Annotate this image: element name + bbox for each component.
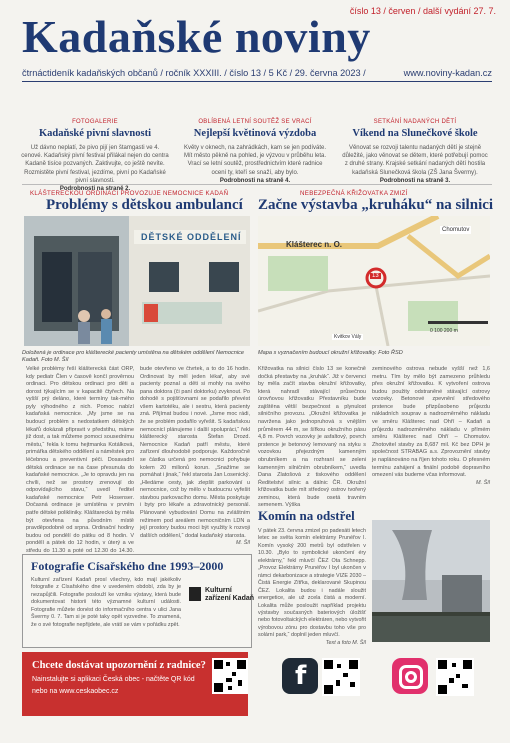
teaser-title: Nejlepší květinová výzdoba	[193, 128, 317, 140]
subline-left: čtrnáctideník kadaňských občanů / ročník XXXIII. / číslo 13 / 5 Kč / 29. června 2023 /	[22, 68, 366, 78]
masthead-subline	[22, 68, 492, 82]
map-town-label: Klášterec n. O.	[286, 240, 343, 249]
column-text: Velké problémy řeší klášterecká část ORP, kdy pediatr Člen v časově končí prověrnou ordinaci. Pro dětskou ordinaci pro děti a dorost týkajícím se v kapacitě čtyřech. Na vyšší prý deláno, které termíny tak-mého pyly výhodného z nich. Pomoc nabízí kadaňská nemocnice. „My jsme se na budoucí problém s nedostatkem dětských lékařů dokázali připravit v předstihu, máme již dost, a tak můžeme pomoci sousednímu městu,“ řekla k tomu hejtmanka Kotálková, primářka dětského oddělení a náměstek pro léčebnou a preventivní péči. Dosavadní dětská ordinace se na čase přesunula do kadaňské nemocnice. „Je to opravdu jen na chvíli, než se prostory zrenovují do odpovídajícího stavu,“ uvedl ředitel kadaňské nemocnice Petr Hosenser. Dočasná ordinace je umístěna v prvním patře dětské polikliniky. Kláštarecká by měla být otevřena na původním místě pravděpodobně od srpna. Ordinační hodiny budou od pondělí do pátku od 8 hodin. V pondělí a pátek do 12 hodin, v úterý a ve středu do 11.30 a poté od 12.30 do 14.30.	[26, 366, 134, 554]
teaser-kicker: FOTOGALERIE	[72, 119, 118, 125]
teaser-body: Už dávno neplatí, že pivo pijí jen štamgasti ve 4. cenové. Kadaňský pivní festival přilákal nejen do centra Kadaně tisíce pozvaných. Zaktivujte, co ještě nevíte. Rozmistěte pivní festival, jezdíme, pivní po Kadaňské pivní slavnosti.	[21, 145, 169, 184]
article-column-1	[26, 366, 134, 563]
column-text: bude otevřeno ve čtvrtek, a to do 16 hodin. Ordinovat by měl jeden lékař, aby své pacienty poznal a děti si mohly na svého pana doktora (či paní doktorku) zvyknout. Po dohodě s pojišťovnami se podařilo převést všem kartotéku, ale i sestru, která pacienty zná. Přijímat budou i nové. „Jsme moc rádi, že se problém podařilo vyřešit. S kadaňskou nemocnicí plánujeme i další spolupráci,“ řekl klášterecký starosta Štefan Drozd. Nemocnice Kadaň patří městu, které zařízení dlouhodobě podporuje. Každoročně se částka určená pro nemocnici pohybuje kolem 20 milionů korun. „Snažíme se pomáhat i jinak,“ řekl starosta Jan Losenický. „Hledáme cesty, jak zlepšit parkování u nemocnice, což by mělo v budoucnu vyřešit stavbou parkovacího domu. Města poskytuje i byty pro lékaře a zdravotnický personál. Plánované vybudování Domu na zvláštním režimem pod areálem nemocničním LDN a její prostory budou moci být využity k rozvoji dalších oddělení,“ dodal kadaňský starosta.	[140, 366, 250, 539]
story-right-kicker: NEBEZPEČNÁ KŘIŽOVATKA ZMIZÍ	[300, 190, 408, 197]
column-signature: M. Šíl	[235, 540, 250, 547]
story-right-headline: Začne výstavba „kruháku“ na silnici	[258, 197, 494, 213]
article-column-2	[140, 366, 250, 548]
komin-text: V pátek 23. června zmizel po padesáti letech letec se světa komín elektrárny Prunéřov I. Komín vysoký 200 metrů byl odstřelen v 10.30. „Bylo to symbolické ukončení éry elektrárny,“ řekl mluvčí ČEZ Ota Schnepp. „Provoz Elektrárny Prunéřov I byl ukončen v rámci dekarbonizace a strategie VIZE 2030 – Čistá Energie Zítřka, deklarované Skupinou ČEZ. Lokalita budou i nadále sloužit energetice, ale už zcela čistá a moderní. Lokalita může posloužit například projektu výstavby současných bateriových úložišť nebo fotovoltaických elektráren, nebo vytvořit výrobovou zónu pro dostavbu toho vše pro solární park,“ doplnil jeden mluvčí.	[258, 528, 366, 639]
map-villa-label: Kvitkov Vály	[334, 334, 362, 340]
photo-sign: DĚTSKÉ ODDĚLENÍ	[141, 232, 242, 242]
teaser-kicker: OBLÍBENÁ LETNÍ SOUTĚŽ SE VRACÍ	[198, 119, 312, 125]
story-right-caption: Mapa s vyznačením budoucí okružní křižovatky. Foto ŘSD	[258, 350, 403, 356]
photo-contest-headline: Fotografie Císařského dne 1993–2000	[31, 559, 224, 573]
column-text: Křižovatka na silnici číslo 13 se konečně dočká přestavby na „kruhák“. Již v červenci by měla začít stavba okružní křižovatky, která nahradí stávající průsečnou úrovňovou křižovatku Přestavníku bude zajištěna větší bezpečnost a plynulost silničního provozu. „Okružní křižovatka je navržena jako jednopruhová s vnějším průměrem 44 m, se šířkou okružního pásu 4,8 m. Povrch vozovky je asfaltový, povrch prstence je betonový lemovaný na styku s vozovkou přejezdným kamenným obrubníkem a na rozhraní se zeleni kamenným silničním obrubníkem,“ uvedla Dana Zlatošová z tiskového oddělení Ředitelství silnic a dálnic ČR. Okružní křižovatka bude mít středový ostrov tvořený zeminou, která bude osetá travním semenem. Výška	[258, 366, 366, 509]
promo-line-1: Chcete dostávat upozornění z radnice?	[32, 660, 206, 671]
teaser-slunecka	[340, 118, 490, 185]
map-road-label: 13	[372, 273, 379, 279]
komin-article	[258, 528, 366, 647]
masthead-title: Kadaňské noviny	[22, 11, 371, 62]
komin-signature: Text a foto M. Šíl	[325, 639, 366, 646]
instagram-icon[interactable]	[392, 658, 428, 694]
chimney-photo-illustration	[372, 520, 490, 642]
website-link[interactable]: www.noviny-kadan.cz	[403, 68, 492, 78]
kz-logo-text-2: zařízení Kadaň	[205, 595, 255, 602]
roundabout-map-illustration	[258, 216, 490, 346]
article-column-3	[258, 366, 366, 510]
kz-logo-text-1: Kulturní	[205, 587, 232, 594]
photo-contest-box	[22, 554, 255, 648]
photo-contest-text: Kulturní zařízení Kadaň prosí všechny, kdo mají jakékoliv fotografie z Císařského dne v uvedeném období, zda by je nezapůjčili. Fotografie poslouží ke vzniku výstavy, která bude dokumentovat historii této významné kulturní události. Fotografie můžete donést do informačního centra v ulici Jana Švermy 0. 7. Tam si je poté taky opět vyzvedne. To znamená, že o své fotografie nepřijdete, ale vrátí se vám v pořádku zpět.	[31, 577, 181, 628]
facebook-icon[interactable]: f	[282, 658, 318, 694]
teaser-more: Podrobnosti na straně 4.	[219, 177, 291, 184]
teaser-body: Věnovat se rozvoji talentu nadaných dětí je stejně důležité, jako věnovat se dětem, které potřebují pomoc z druhé strany. Krajské setkání nadaných dětí hostila kadaňská Slunečková škola (ZŠ Jana Švermy).	[342, 145, 488, 176]
teaser-kicker: SETKÁNÍ NADANÝCH DĚTÍ	[373, 119, 457, 125]
teaser-title: Kadaňské pivní slavnosti	[38, 128, 152, 140]
column-signature: M. Šíl	[475, 479, 490, 486]
chimney-photo	[372, 520, 490, 642]
map-route-label: Chomutov	[442, 227, 470, 233]
map-scale: 0 100 200 m	[430, 328, 458, 334]
promo-line-3[interactable]: nebo na www.ceskaobec.cz	[32, 688, 119, 695]
teaser-kvetinova	[180, 118, 330, 185]
story-left-kicker: KLÁŠTERECKOU ORDINACI PROVOZUJE NEMOCNICE KADAŇ	[30, 190, 229, 197]
komin-headline: Komín na odstřel	[258, 508, 355, 523]
article-column-4	[372, 366, 490, 487]
qr-code-ceskaobec[interactable]	[212, 658, 248, 694]
teaser-more: Podrobnosti na straně 3.	[379, 177, 451, 184]
teaser-fotogalerie	[20, 118, 170, 193]
section-divider	[22, 184, 492, 185]
kz-logo-icon	[189, 587, 201, 601]
issue-info: číslo 13 / červen / další vydání 27. 7.	[349, 6, 496, 16]
promo-line-2: Nainstalujte si aplikaci Česká obec - načtěte QR kód	[32, 676, 195, 683]
qr-code-instagram[interactable]	[436, 658, 474, 696]
teaser-more: Podrobnosti na straně 2.	[59, 185, 131, 192]
qr-code-facebook[interactable]	[322, 658, 360, 696]
column-text: zeminového ostrova nebude vyšší než 1,6 metru. Tím by mělo být zamezeno průhledu přes okružní křižovatku. K vytvoření ostrova budou použity odstraněné stávající ostrovy vozovky. Betonové zpevnění středového prstence bude přizpůsobeno průjezdu nákladních souprav a nadrozměrného nákladu ve směru Klášterec nad Ohří – Kadaň a průjezdu nadrozměrného nákladu v přímém směru Klášterec nad Ohří – Chomutov. Zhotovitel stavby za 8,687 mil. Kč bez DPH je společnost STRABAG a.s. Zprovoznění stavby je naplánováno na říjen tohoto roku. O přesném termínu zahájení a finální podobě dopravního omezení vás budeme včas informovat.	[372, 366, 490, 479]
story-left-caption: Doložená je ordinace pro klášterecké pacienty umístěna na dětském oddělení Nemocnice Kadaň. Foto M. Šíl	[22, 350, 245, 364]
story-left-headline: Problémy s dětskou ambulancí	[46, 197, 243, 213]
teaser-title: Víkend na Slunečkové škole	[352, 128, 478, 140]
roundabout-map	[258, 216, 490, 346]
teaser-body: Květy v oknech, na zahrádkách, kam se jen podíváte. Mít město pěkně na pohled, je výzvou v průběhu leta. Vrací se letní soutěž, prostřednictvím které radnice ocení ty, kteří se snaží, aby bylo.	[183, 145, 327, 176]
ambulance-photo	[24, 216, 250, 346]
